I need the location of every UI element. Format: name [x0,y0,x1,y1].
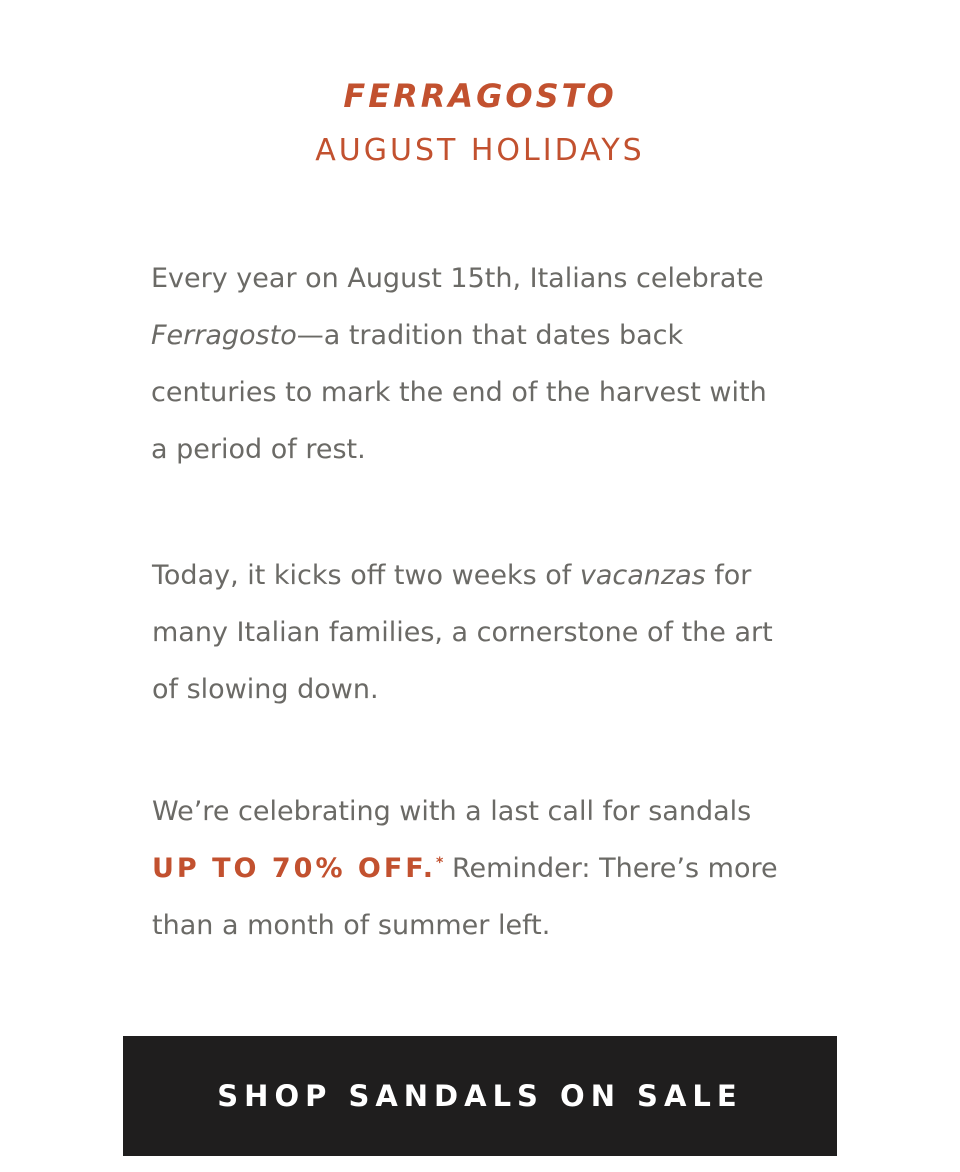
page-subtitle: AUGUST HOLIDAYS [315,133,645,168]
paragraph-line: Every year on August 15th, Italians celebrate [151,263,764,294]
paragraph-text: —a tradition that dates back [296,320,684,351]
shop-sandals-button-label: SHOP SANDALS ON SALE [217,1079,743,1113]
vacation-paragraph [152,547,822,718]
paragraph-text: for [705,560,752,591]
paragraph-line: than a month of summer left. [152,910,551,941]
paragraph-text: Today, it kicks off two weeks of [152,560,580,591]
sale-highlight: UP TO 70% OFF. [152,853,437,884]
paragraph-line: many Italian families, a cornerstone of the art [152,617,773,648]
italic-term: vacanzas [579,560,706,591]
paragraph-line: centuries to mark the end of the harvest with [151,377,767,408]
paragraph-line: a period of rest. [151,434,366,465]
paragraph-line [151,307,821,364]
shop-sandals-button[interactable] [123,1036,837,1156]
sale-paragraph [152,783,822,954]
footnote-asterisk: * [436,855,444,871]
page-title: FERRAGOSTO [343,77,617,115]
paragraph-line [152,840,822,897]
italic-term: Ferragosto [151,320,297,351]
header [0,76,960,171]
paragraph-line: of slowing down. [152,674,379,705]
paragraph-line: We’re celebrating with a last call for sandals [152,796,752,827]
intro-paragraph [151,250,821,478]
paragraph-text: Reminder: There’s more [443,853,778,884]
paragraph-line [152,547,822,604]
